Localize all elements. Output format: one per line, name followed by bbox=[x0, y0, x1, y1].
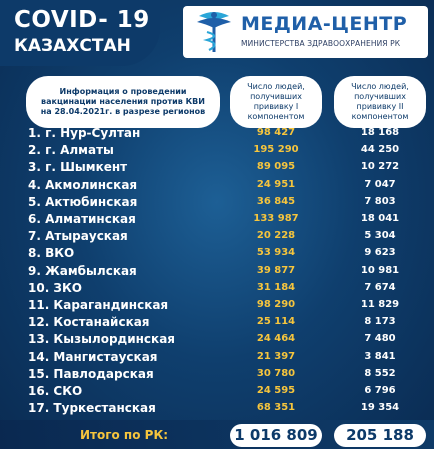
logo-name: МЕДИА-ЦЕНТР bbox=[241, 13, 408, 35]
region-name: 2. г. Алматы bbox=[28, 143, 114, 158]
table-row bbox=[0, 350, 434, 365]
table-row bbox=[0, 195, 434, 210]
first-dose-value: 133 987 bbox=[253, 213, 299, 224]
table-row bbox=[0, 246, 434, 261]
second-dose-value: 7 047 bbox=[364, 178, 396, 190]
second-dose-value: 10 272 bbox=[360, 161, 400, 173]
first-dose-value: 24 595 bbox=[256, 385, 296, 396]
table-row bbox=[0, 143, 434, 158]
second-dose-value: 3 841 bbox=[364, 350, 396, 362]
region-name: 17. Туркестанская bbox=[28, 401, 156, 416]
table-row bbox=[0, 126, 434, 141]
first-dose-value: 24 951 bbox=[256, 178, 296, 190]
table-header: Информация о проведении вакцинации населения против КВИ на 28.04.2021г. в разрезе регионов bbox=[26, 76, 220, 128]
table-row bbox=[0, 315, 434, 330]
table-row bbox=[0, 160, 434, 175]
first-dose-value: 30 780 bbox=[256, 367, 296, 379]
caduceus-icon bbox=[195, 10, 233, 54]
logo-subtitle: МИНИСТЕРСТВА ЗДРАВООХРАНЕНИЯ РК bbox=[241, 39, 401, 48]
page-subtitle: КАЗАХСТАН bbox=[14, 36, 131, 56]
logo bbox=[183, 6, 428, 58]
first-dose-value: 68 351 bbox=[256, 402, 296, 414]
second-dose-value: 44 250 bbox=[360, 144, 400, 156]
region-name: 12. Костанайская bbox=[28, 315, 150, 330]
region-name: 16. СКО bbox=[28, 384, 83, 398]
second-dose-value: 7 480 bbox=[364, 333, 396, 345]
first-dose-value: 24 464 bbox=[256, 333, 296, 345]
region-name: 11. Карагандинская bbox=[28, 298, 169, 312]
region-name: 5. Актюбинская bbox=[28, 194, 138, 209]
page-title: COVID- 19 bbox=[14, 7, 150, 33]
first-dose-value: 31 184 bbox=[256, 281, 296, 293]
column-header-first-dose: Число людей, получивших прививку I компонентом bbox=[230, 76, 322, 128]
region-name: 10. ЗКО bbox=[28, 280, 82, 295]
region-name: 7. Атырауская bbox=[28, 229, 128, 244]
second-dose-value: 18 041 bbox=[360, 213, 400, 224]
second-dose-value: 8 552 bbox=[364, 367, 396, 379]
table-row bbox=[0, 298, 434, 313]
second-dose-value: 6 796 bbox=[364, 385, 396, 396]
table-row bbox=[0, 212, 434, 227]
table-row bbox=[0, 367, 434, 382]
second-dose-value: 7 803 bbox=[364, 195, 396, 207]
second-dose-value: 10 981 bbox=[360, 264, 400, 276]
total-second-dose: 205 188 bbox=[334, 424, 426, 447]
total-label: Итого по РК: bbox=[80, 428, 169, 442]
second-dose-value: 7 674 bbox=[364, 281, 396, 293]
first-dose-value: 20 228 bbox=[256, 230, 296, 242]
region-name: 3. г. Шымкент bbox=[28, 160, 128, 175]
second-dose-value: 5 304 bbox=[364, 230, 396, 242]
column-header-second-dose: Число людей, получивших прививку II компонентом bbox=[334, 76, 426, 128]
first-dose-value: 25 114 bbox=[256, 316, 296, 328]
region-name: 15. Павлодарская bbox=[28, 366, 154, 381]
second-dose-value: 11 829 bbox=[360, 299, 400, 310]
region-name: 4. Акмолинская bbox=[28, 177, 138, 192]
table-row bbox=[0, 264, 434, 279]
second-dose-value: 18 168 bbox=[360, 127, 400, 138]
first-dose-value: 98 290 bbox=[256, 299, 296, 310]
table-row bbox=[0, 332, 434, 347]
region-name: 1. г. Нур-Султан bbox=[28, 126, 141, 140]
region-name: 6. Алматинская bbox=[28, 212, 136, 226]
total-first-dose: 1 016 809 bbox=[230, 424, 322, 447]
second-dose-value: 19 354 bbox=[360, 402, 400, 414]
region-name: 8. ВКО bbox=[28, 246, 75, 261]
table-row bbox=[0, 384, 434, 399]
first-dose-value: 89 095 bbox=[256, 161, 296, 173]
table-row bbox=[0, 281, 434, 296]
region-name: 14. Мангистауская bbox=[28, 349, 158, 364]
first-dose-value: 21 397 bbox=[256, 350, 296, 362]
first-dose-value: 36 845 bbox=[256, 195, 296, 207]
second-dose-value: 8 173 bbox=[364, 316, 396, 328]
first-dose-value: 53 934 bbox=[256, 247, 296, 259]
first-dose-value: 39 877 bbox=[256, 264, 296, 276]
table-row bbox=[0, 229, 434, 244]
first-dose-value: 98 427 bbox=[256, 127, 296, 138]
table-row bbox=[0, 178, 434, 193]
first-dose-value: 195 290 bbox=[253, 144, 299, 156]
table-row bbox=[0, 401, 434, 416]
second-dose-value: 9 623 bbox=[364, 247, 396, 259]
region-name: 13. Кызылординская bbox=[28, 332, 175, 347]
region-name: 9. Жамбылская bbox=[28, 263, 137, 278]
